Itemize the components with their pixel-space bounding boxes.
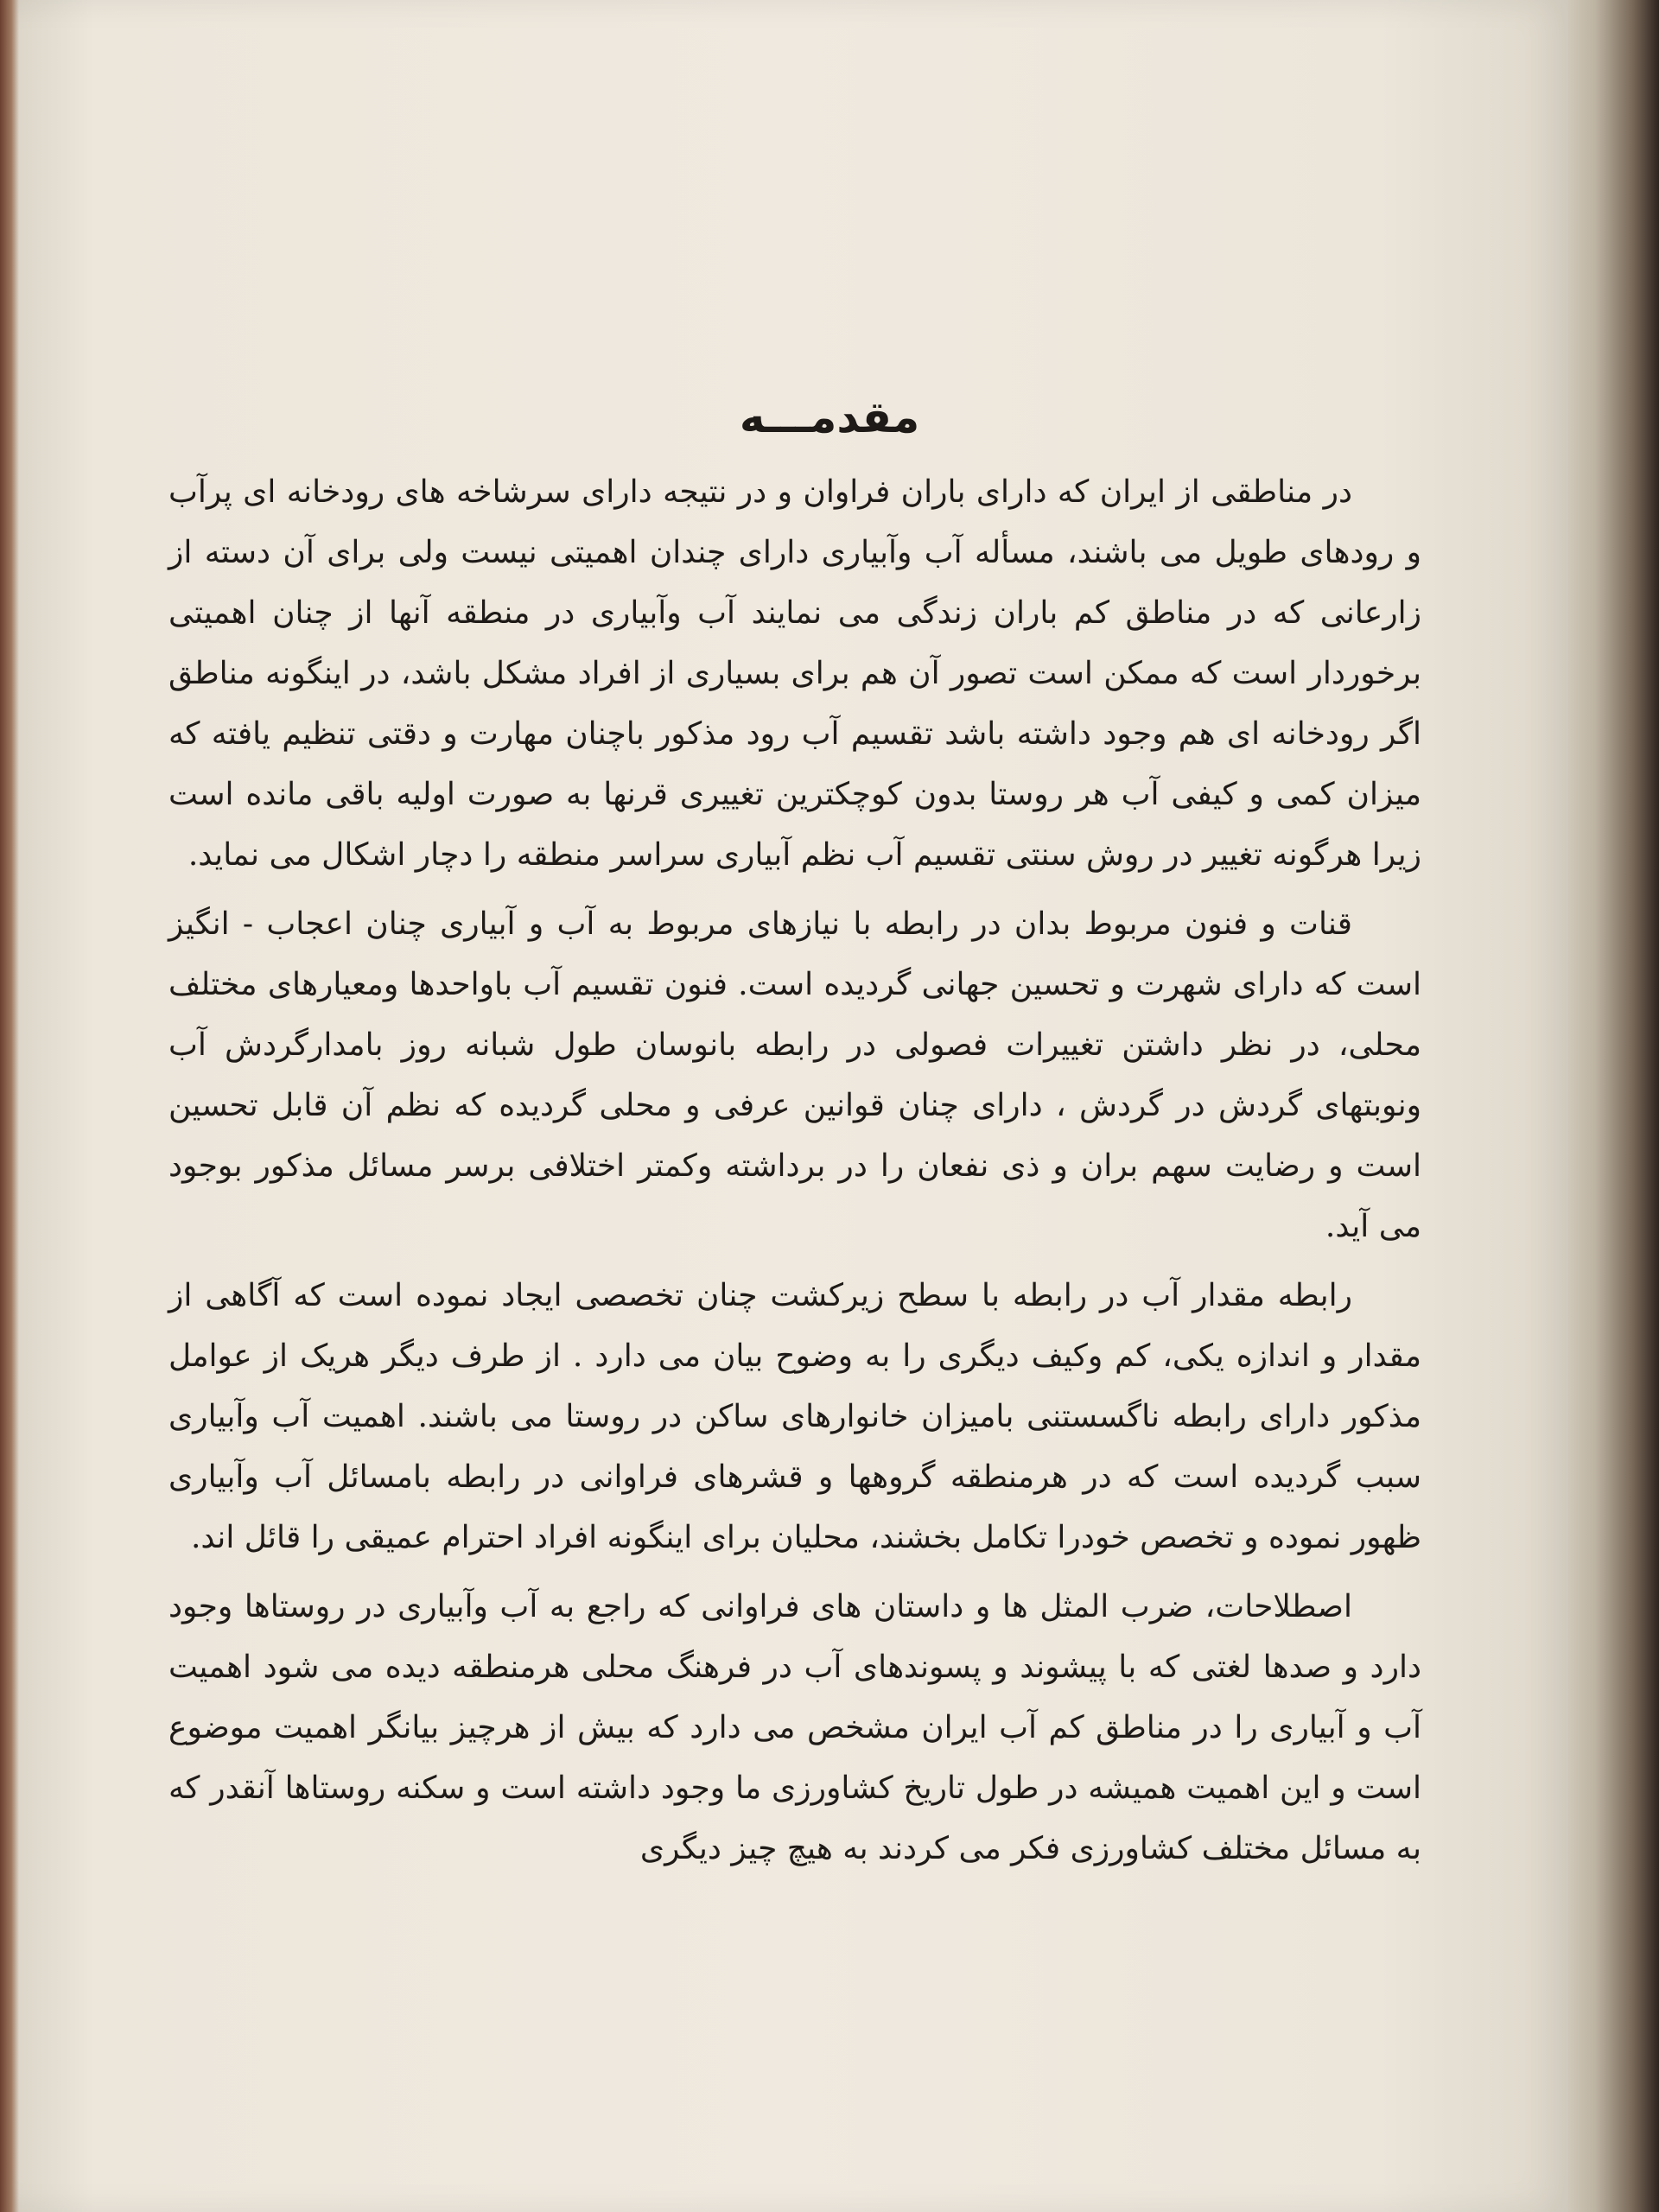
paragraph-1: در مناطقی از ایران که دارای باران فراوان و در نتیجه دارای سرشاخه های رودخانه ای پرآب و رودهای طویل می باشند، مسأله آب وآبیاری دارای چندان اهمیتی نیست ولی برای آن دسته از زارعانی که در مناطق کم باران زندگی می نمایند آب وآبیاری در منطقه آنها از چنان اهمیتی برخوردار است که ممکن است تصور آن هم برای بسیاری از افراد مشکل باشد، در اینگونه مناطق اگر رودخانه ای هم وجود داشته باشد تقسیم آب رود مذکور باچنان مهارت و دقتی تنظیم یافته که میزان کمی و کیفی آب هر روستا بدون کوچکترین تغییری قرنها به صورت اولیه باقی مانده است زیرا هرگونه تغییر در روش سنتی تقسیم آب نظم آبیاری سراسر منطقه را دچار اشکال می نماید.: [168, 474, 1421, 873]
paragraph-2: قنات و فنون مربوط بدان در رابطه با نیازهای مربوط به آب و آبیاری چنان اعجاب - انگیز است که دارای شهرت و تحسین جهانی گردیده است. فنون تقسیم آب باواحدها ومعیارهای مختلف محلی، در نظر داشتن تغییرات فصولی در رابطه بانوسان طول شبانه روز بامدارگردش آب ونوبتهای گردش در گردش ، دارای چنان قوانین عرفی و محلی گردیده که نظم آن قابل تحسین است و رضایت سهم بران و ذی نفعان را در برداشته وکمتر اختلافی برسر مسائل مذکور بوجود می آید.: [168, 906, 1421, 1244]
page-left-edge: [0, 0, 19, 2212]
body-text: [168, 462, 1421, 1888]
book-gutter: [1568, 0, 1659, 2212]
chapter-title: مقدمـــه: [739, 391, 920, 442]
paragraph-3: رابطه مقدار آب در رابطه با سطح زیرکشت چنان تخصصی ایجاد نموده است که آگاهی از مقدار و اندازه یکی، کم وکیف دیگری را به وضوح بیان می دارد . از طرف دیگر هریک از عوامل مذکور دارای رابطه ناگسستنی بامیزان خانوارهای ساکن در روستا می باشند. اهمیت آب وآبیاری سبب گردیده است که در هرمنطقه گروهها و قشرهای فراوانی در رابطه بامسائل آب وآبیاری ظهور نموده و تخصص خودرا تکامل بخشند، محلیان برای اینگونه افراد احترام عمیقی را قائل اند.: [168, 1278, 1421, 1555]
paragraph-4: اصطلاحات، ضرب المثل ها و داستان های فراوانی که راجع به آب وآبیاری در روستاها وجود دارد و صدها لغتی که با پیشوند و پسوندهای آب در فرهنگ محلی هرمنطقه دیده می شود اهمیت آب و آبیاری را در مناطق کم آب ایران مشخص می دارد که بیش از هرچیز بیانگر اهمیت موضوع است و این اهمیت همیشه در طول تاریخ کشاورزی ما وجود داشته است و سکنه روستاها آنقدر که به مسائل مختلف کشاورزی فکر می کردند به هیچ چیز دیگری: [168, 1589, 1421, 1866]
